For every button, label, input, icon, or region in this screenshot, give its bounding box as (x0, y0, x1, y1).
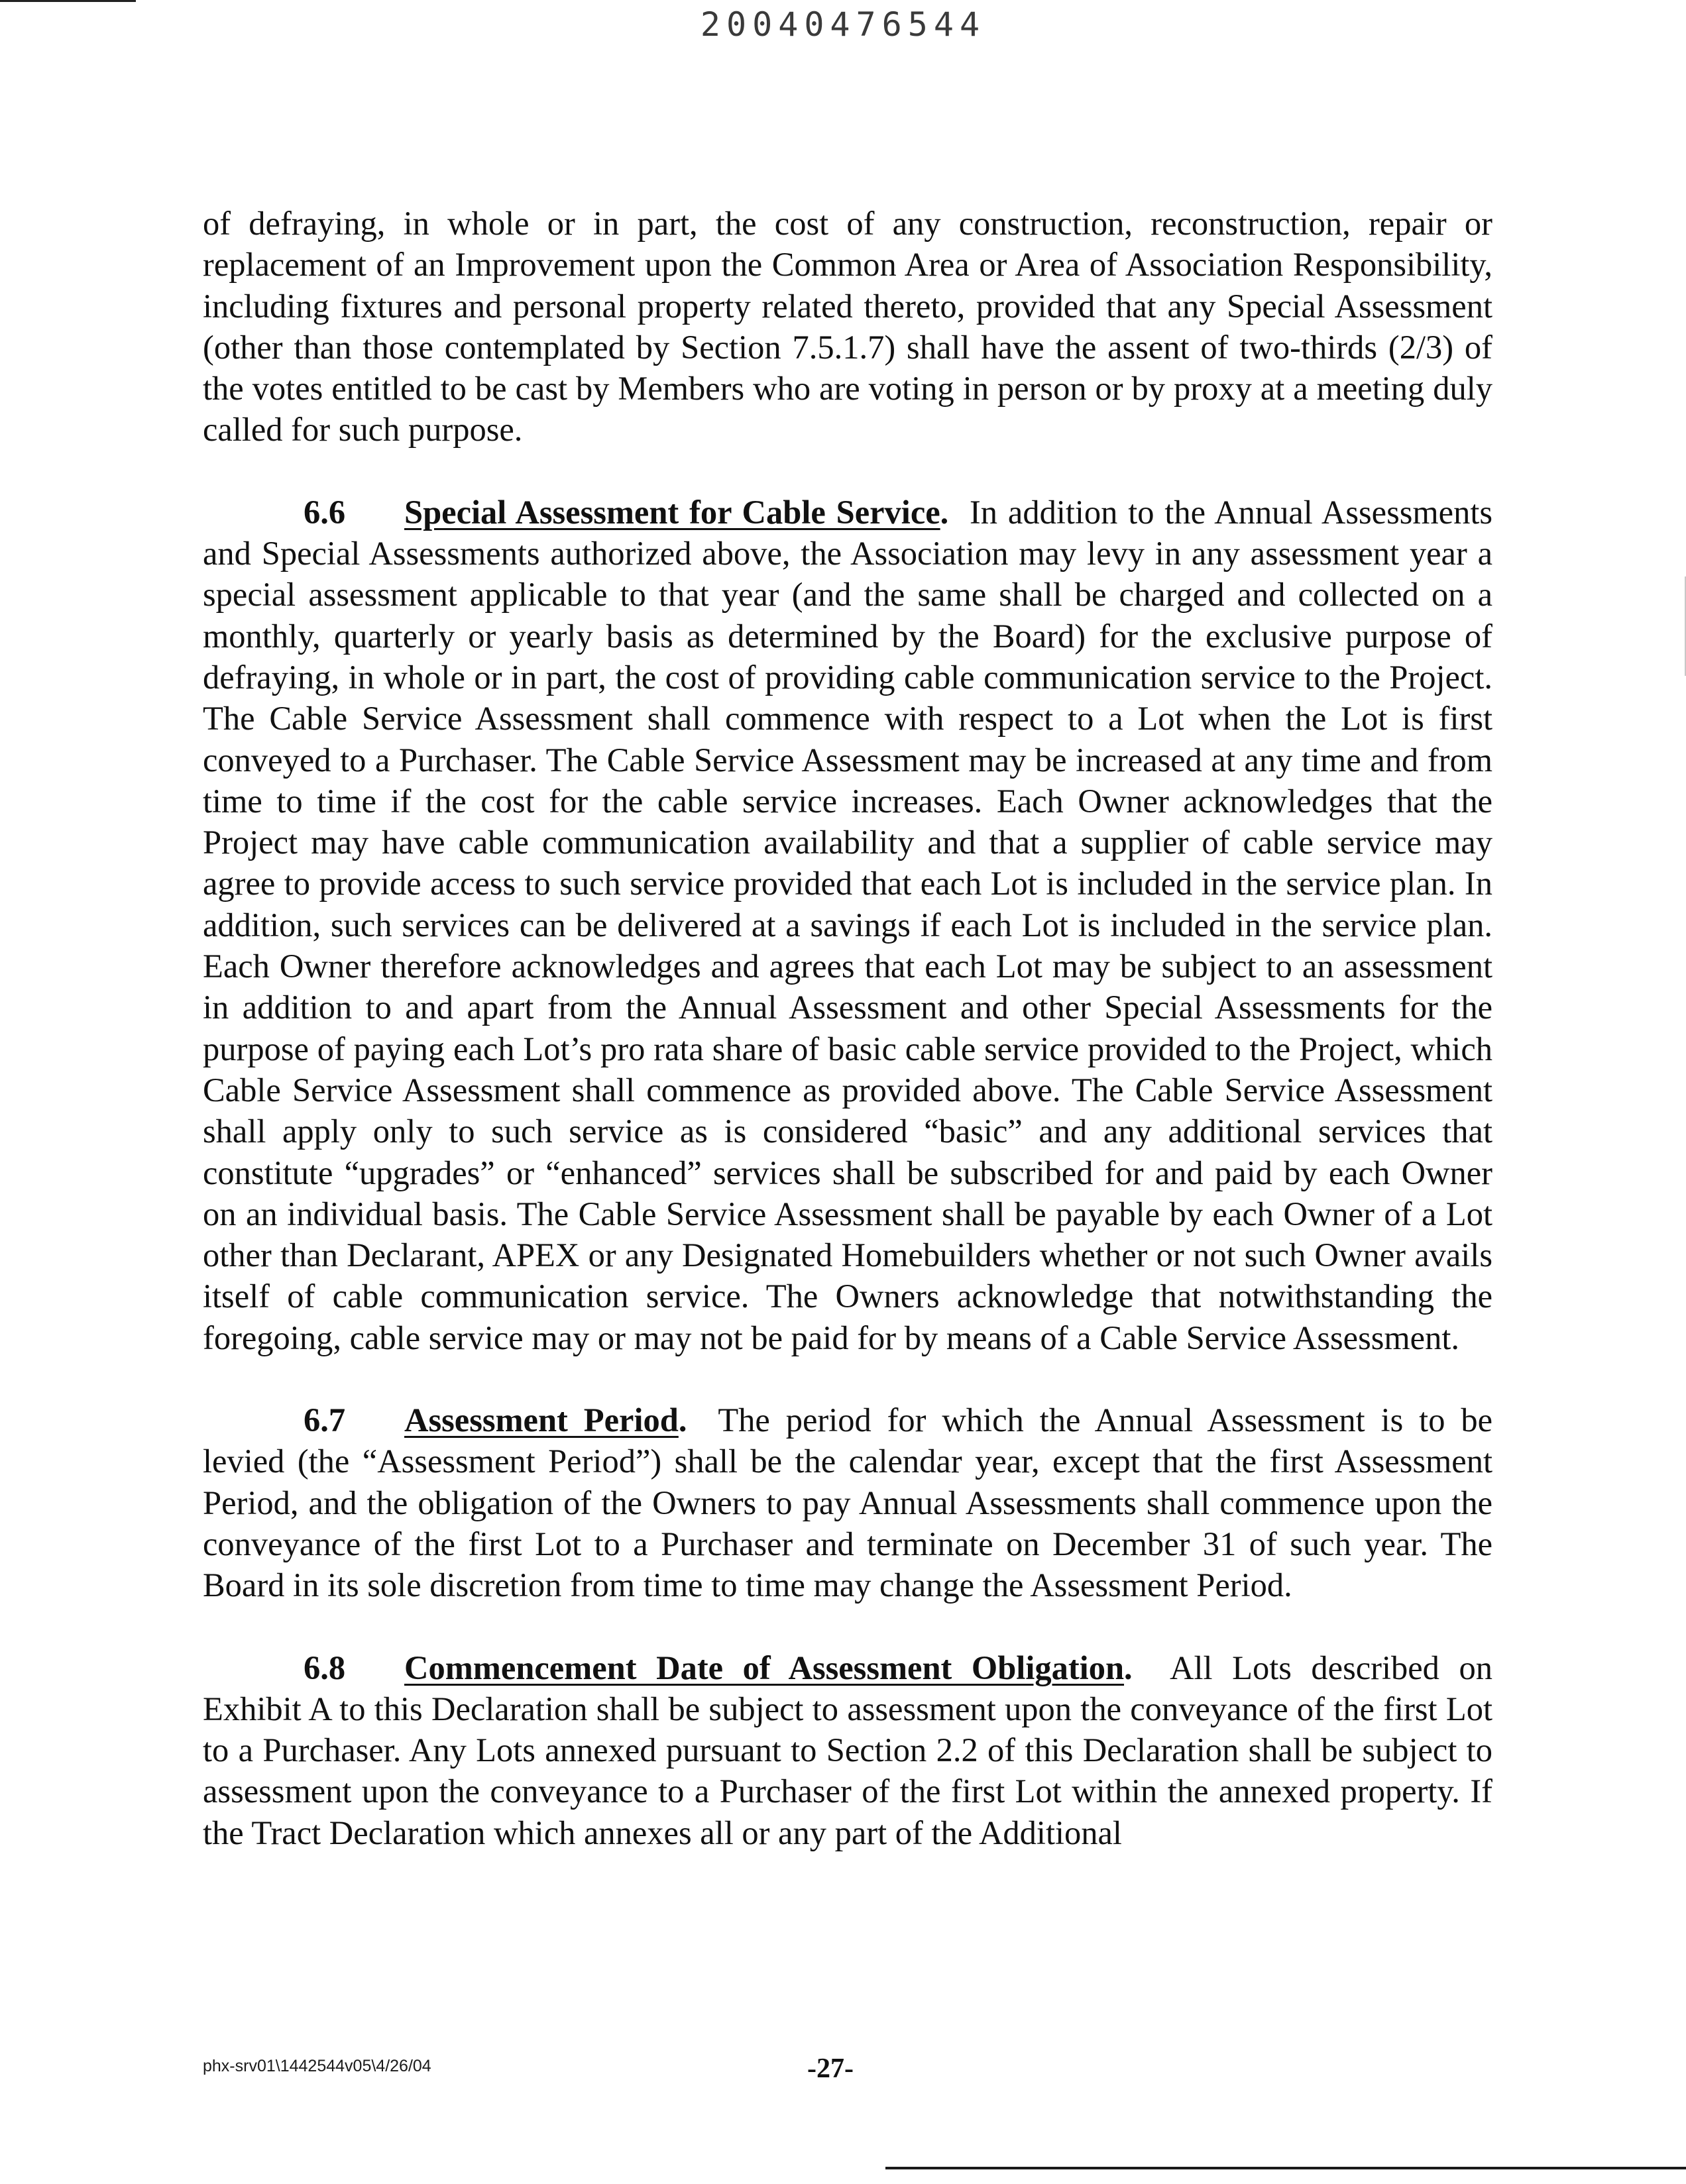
section-6-6: 6.6 Special Assessment for Cable Service. In addition to the Annual Assessments and Special Assessments authorized above, the Association may levy in any assessment year a special assessment applicable to that year (and the same shall be charged and collected on a monthly, quarterly or yearly basis as determined by the Board) for the exclusive purpose of defraying, in whole or in part, the cost of providing cable communication service to the Project. The Cable Service Assessment shall commence with respect to a Lot when the Lot is first conveyed to a Purchaser. The Cable Service Assessment may be increased at any time and from time to time if the cost for the cable service increases. Each Owner acknowledges that the Project may have cable communication availability and that a supplier of cable service may agree to provide access to such service provided that each Lot is included in the service plan. In addition, such services can be delivered at a savings if each Lot is included in the service plan. Each Owner therefore acknowledges and agrees that each Lot may be subject to an assessment in addition to and apart from the Annual Assessment and other Special Assessments for the purpose of paying each Lot’s pro rata share of basic cable service provided to the Project, which Cable Service Assessment shall commence as provided above. The Cable Service Assessment shall apply only to such service as is considered “basic” and any additional services that constitute “upgrades” or “enhanced” services shall be subscribed for and paid by each Owner on an individual basis. The Cable Service Assessment shall be payable by each Owner of a Lot other than Declarant, APEX or any Designated Homebuilders whether or not such Owner avails itself of cable communication service. The Owners acknowledge that notwithstanding the foregoing, cable service may or may not be paid for by means of a Cable Service Assessment. (203, 492, 1492, 1358)
section-number: 6.7 (304, 1401, 346, 1439)
section-title: Commencement Date of Assessment Obligation (404, 1649, 1125, 1686)
section-6-7: 6.7 Assessment Period. The period for which the Annual Assessment is to be levied (the “Assessment Period”) shall be the calendar year, except that the first Assessment Period, and the obligation of the Owners to pay Annual Assessments shall commence upon the conveyance of the first Lot to a Purchaser and terminate on December 31 of such year. The Board in its sole discretion from time to time may change the Assessment Period. (203, 1399, 1492, 1606)
document-number: 20040476544 (700, 5, 986, 44)
bottom-margin-rule (885, 2167, 1686, 2169)
page-number: -27- (807, 2053, 854, 2084)
section-6-8: 6.8 Commencement Date of Assessment Obligation. All Lots described on Exhibit A to this Declaration shall be subject to assessment upon the conveyance of the first Lot to a Purchaser. Any Lots annexed pursuant to Section 2.2 of this Declaration shall be subject to assessment upon the conveyance to a Purchaser of the first Lot within the annexed property. If the Tract Declaration which annexes all or any part of the Additional (203, 1647, 1492, 1853)
section-text: All Lots described on Exhibit A to this Declaration shall be subject to assessment upon the conveyance of the first Lot to a Purchaser. Any Lots annexed pursuant to Section 2.2 of this Declaration shall be subject to assessment upon the conveyance to a Purchaser of the first Lot within the annexed property. If the Tract Declaration which annexes all or any part of the Additional (203, 1649, 1492, 1851)
top-margin-rule (0, 0, 136, 2)
continued-paragraph: of defraying, in whole or in part, the cost of any construction, reconstruction, repair or replacement of an Improvement upon the Common Area or Area of Association Responsibility, including fixtures and personal property related thereto, provided that any Special Assessment (other than those contemplated by Section 7.5.1.7) shall have the assent of two-thirds (2/3) of the votes entitled to be cast by Members who are voting in person or by proxy at a meeting duly called for such purpose. (203, 205, 1492, 449)
section-text: The period for which the Annual Assessment is to be levied (the “Assessment Period”) shall be the calendar year, except that the first Assessment Period, and the obligation of the Owners to pay Annual Assessments shall commence upon the conveyance of the first Lot to a Purchaser and terminate on December 31 of such year. The Board in its sole discretion from time to time may change the Assessment Period. (203, 1401, 1492, 1604)
document-body (203, 203, 1492, 1853)
section-title: Special Assessment for Cable Service (404, 493, 940, 531)
section-number: 6.8 (304, 1649, 346, 1686)
section-text: In addition to the Annual Assessments and Special Assessments authorized above, the Association may levy in any assessment year a special assessment applicable to that year (and the same shall be charged and collected on a monthly, quarterly or yearly basis as determined by the Board) for the exclusive purpose of defraying, in whole or in part, the cost of providing cable communication service to the Project. The Cable Service Assessment shall commence with respect to a Lot when the Lot is first conveyed to a Purchaser. The Cable Service Assessment may be increased at any time and from time to time if the cost for the cable service increases. Each Owner acknowledges that the Project may have cable communication availability and that a supplier of cable service may agree to provide access to such service provided that each Lot is included in the service plan. In addition, such services can be delivered at a savings if each Lot is included in the service plan. Each Owner therefore acknowledges and agrees that each Lot may be subject to an assessment in addition to and apart from the Annual Assessment and other Special Assessments for the purpose of paying each Lot’s pro rata share of basic cable service provided to the Project, which Cable Service Assessment shall commence as provided above. The Cable Service Assessment shall apply only to such service as is considered “basic” and any additional services that constitute “upgrades” or “enhanced” services shall be subscribed for and paid by each Owner on an individual basis. The Cable Service Assessment shall be payable by each Owner of a Lot other than Declarant, APEX or any Designated Homebuilders whether or not such Owner avails itself of cable communication service. The Owners acknowledge that notwithstanding the foregoing, cable service may or may not be paid for by means of a Cable Service Assessment. (203, 493, 1493, 1356)
section-title: Assessment Period (404, 1401, 679, 1439)
footer-file-id: phx-srv01\1442544v05\4/26/04 (203, 2057, 431, 2075)
section-number: 6.6 (304, 493, 346, 531)
